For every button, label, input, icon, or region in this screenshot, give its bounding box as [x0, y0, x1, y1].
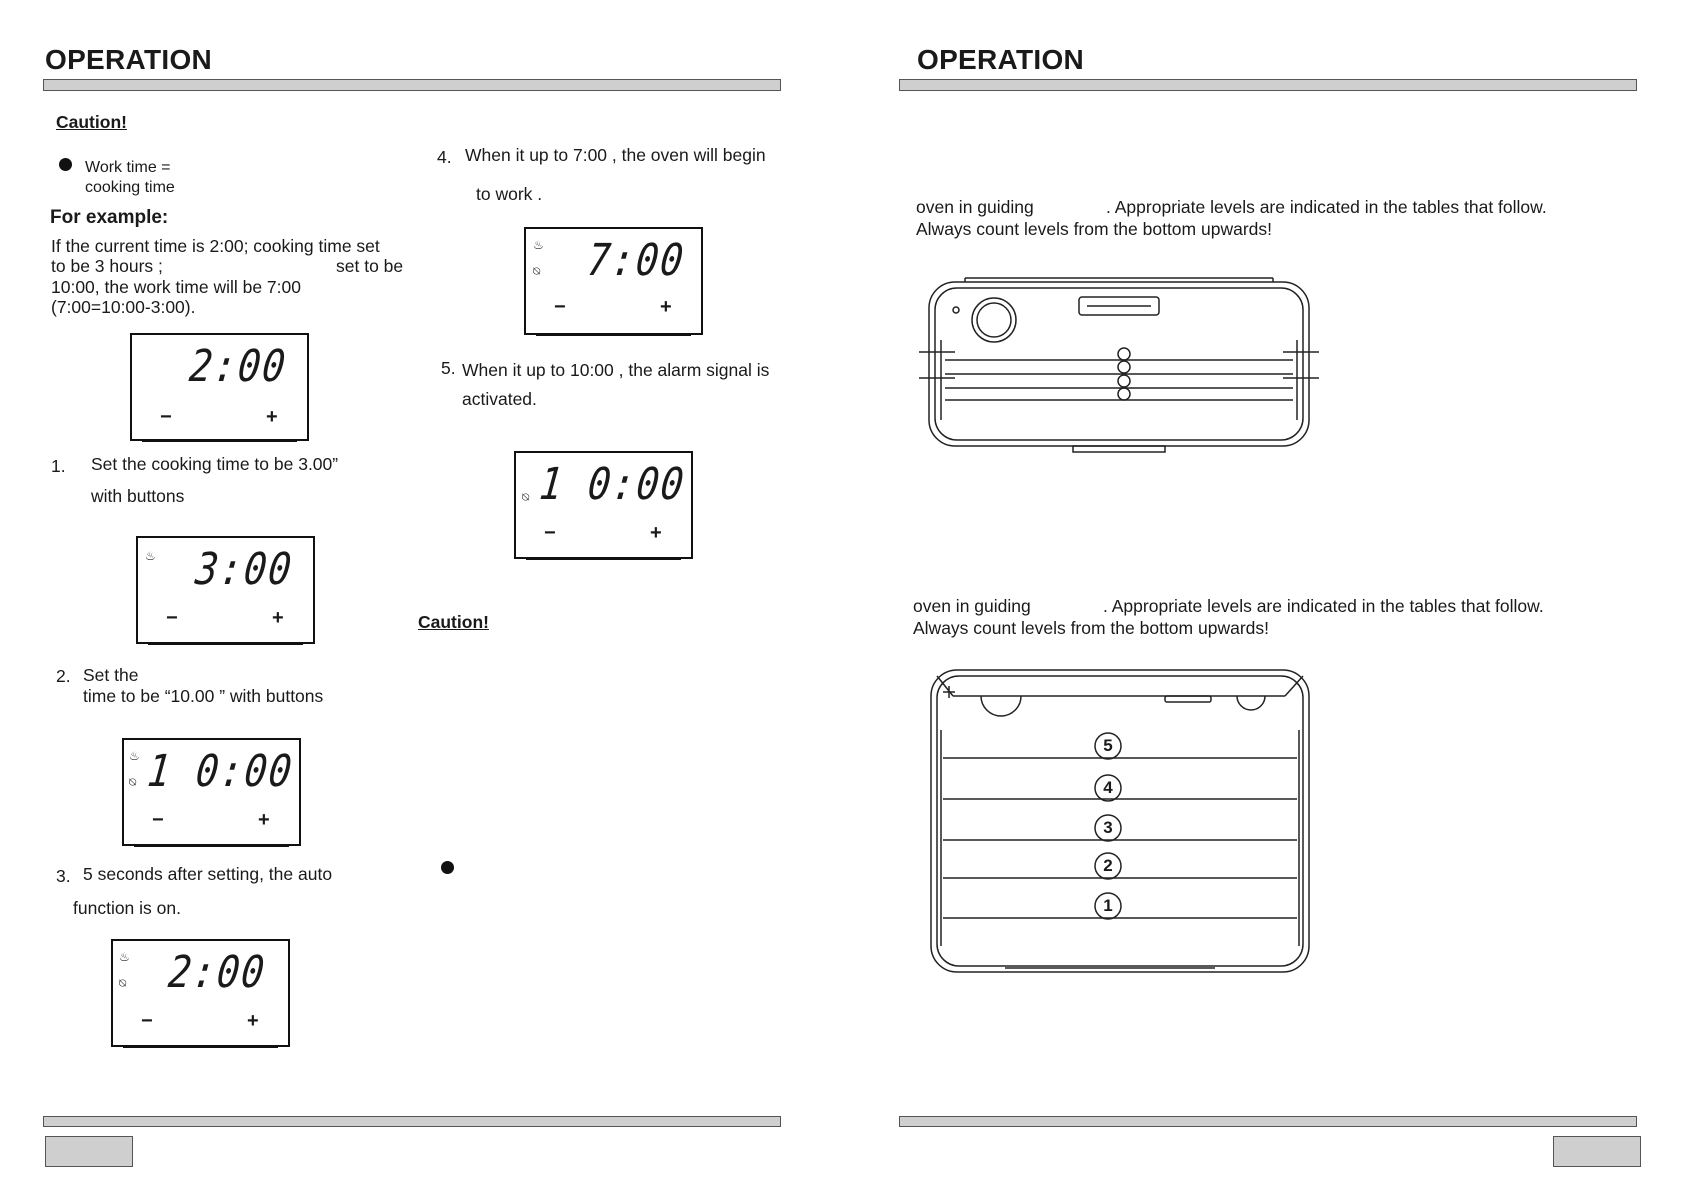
oven-side-diagram: [915, 270, 1325, 460]
bell-crossed-icon: ⍉: [522, 490, 530, 504]
level-label-5: 5: [1103, 736, 1113, 755]
step4-number: 4.: [437, 147, 452, 167]
lcd-display-end-time: [122, 738, 301, 846]
bell-crossed-icon: ⍉: [119, 976, 127, 990]
pot-icon: ♨: [129, 749, 140, 763]
right-page-number-box: [1553, 1136, 1641, 1167]
level-label-1: 1: [1103, 896, 1113, 915]
lcd-display-auto-on: [111, 939, 290, 1047]
caution-label-2: Caution!: [418, 612, 489, 632]
level-label-3: 3: [1103, 818, 1113, 837]
step1-number: 1.: [51, 456, 66, 476]
example-line-2: to be 3 hours ;: [51, 256, 163, 276]
bell-crossed-icon: ⍉: [533, 264, 541, 278]
pot-icon: ♨: [533, 238, 544, 252]
step4-line2: to work .: [476, 184, 543, 204]
minus-icon: −: [141, 1010, 153, 1032]
pot-icon: ♨: [145, 549, 156, 563]
lcd-digits: 3:00: [193, 544, 296, 595]
level-label-4: 4: [1103, 778, 1113, 797]
para2-line1-a: oven in guiding: [913, 596, 1031, 616]
step5-line1: When it up to 10:00 , the alarm signal is: [462, 360, 770, 380]
lcd-display-start-work: [524, 227, 703, 335]
lcd-display-cooking-time: [136, 536, 315, 644]
plus-icon: +: [650, 522, 662, 544]
step5-line2: activated.: [462, 389, 537, 409]
oven-levels-diagram: [925, 668, 1315, 978]
step2-line1: Set the: [83, 665, 139, 685]
step5-number: 5.: [441, 358, 456, 378]
minus-icon: −: [166, 607, 178, 629]
bell-crossed-icon: ⍉: [129, 775, 137, 789]
step2-line2: time to be “10.00 ” with buttons: [83, 686, 324, 706]
lcd-digits: 1 0:00: [145, 746, 296, 797]
lcd-digits: 1 0:00: [537, 459, 688, 510]
right-title-bar: [899, 79, 1637, 91]
step3-line1: 5 seconds after setting, the auto: [83, 864, 333, 884]
plus-icon: +: [266, 406, 278, 428]
plus-icon: +: [660, 296, 672, 318]
para2-line2: Always count levels from the bottom upwards!: [913, 618, 1269, 638]
caution-label-1: Caution!: [56, 112, 127, 132]
left-page-number-box: [45, 1136, 133, 1167]
minus-icon: −: [160, 406, 172, 428]
level-label-2: 2: [1103, 856, 1113, 875]
para1-line1-a: oven in guiding: [916, 197, 1034, 217]
bullet-dot-1: [59, 158, 72, 171]
plus-icon: +: [247, 1010, 259, 1032]
step4-line1: When it up to 7:00 , the oven will begin: [465, 145, 766, 165]
lcd-display-current-time: [130, 333, 309, 441]
plus-icon: +: [258, 809, 270, 831]
left-title-bar: [43, 79, 781, 91]
right-page-title: OPERATION: [917, 44, 1085, 75]
step1-line1: Set the cooking time to be 3.00”: [91, 454, 339, 474]
bullet1-line2: cooking time: [85, 179, 175, 196]
step1-line2: with buttons: [91, 486, 185, 506]
example-line-4: (7:00=10:00-3:00).: [51, 297, 196, 317]
minus-icon: −: [554, 296, 566, 318]
lcd-digits: 2:00: [166, 947, 269, 998]
lcd-digits: 2:00: [187, 341, 290, 392]
example-line-3: 10:00, the work time will be 7:00: [51, 277, 301, 297]
left-page-title: OPERATION: [45, 44, 213, 75]
step3-line2: function is on.: [73, 898, 181, 918]
minus-icon: −: [544, 522, 556, 544]
example-heading: For example:: [50, 207, 169, 228]
example-line-2b: set to be: [336, 256, 404, 276]
para1-line1-b: . Appropriate levels are indicated in the tables that follow.: [1106, 197, 1547, 217]
step3-number: 3.: [56, 866, 71, 886]
lcd-digits: 7:00: [585, 235, 688, 286]
bullet-dot-2: [441, 861, 454, 874]
minus-icon: −: [152, 809, 164, 831]
step2-number: 2.: [56, 666, 71, 686]
bullet1-line1: Work time =: [85, 159, 171, 176]
para1-line2: Always count levels from the bottom upwards!: [916, 219, 1272, 239]
right-footer-bar: [899, 1116, 1637, 1127]
pot-icon: ♨: [119, 950, 130, 964]
left-footer-bar: [43, 1116, 781, 1127]
lcd-display-alarm: [514, 451, 693, 559]
para2-line1-b: . Appropriate levels are indicated in the tables that follow.: [1103, 596, 1544, 616]
example-line-1: If the current time is 2:00; cooking time set: [51, 236, 380, 256]
plus-icon: +: [272, 607, 284, 629]
